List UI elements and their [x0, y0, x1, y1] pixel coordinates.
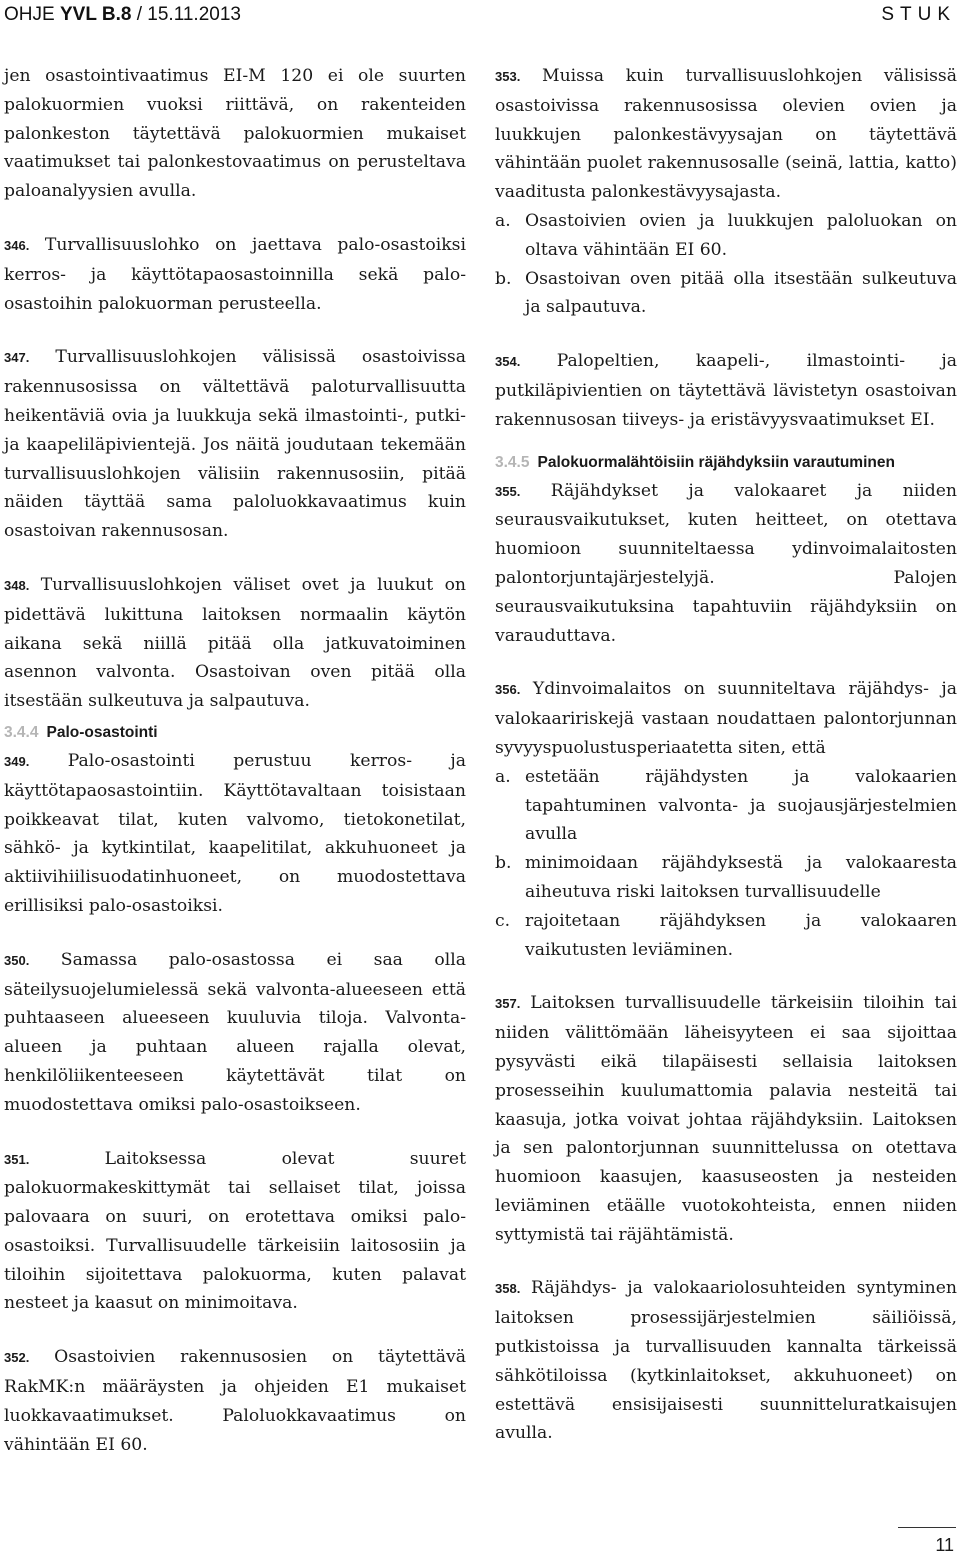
footer-rule [898, 1527, 956, 1528]
list-marker: a. [495, 210, 511, 231]
paragraph-355 [495, 477, 957, 651]
doc-date: / 15.11.2013 [136, 4, 241, 25]
intro-paragraph: jen osastointivaatimus EI-M 120 ei ole suurten palokuormien vuoksi riittävä, on rakenteiden palonkeston täytettävä palokuormien mukaiset vaatimukset tai palonkestovaatimus on perusteltava paloanalyysien avulla. [4, 66, 466, 202]
section-heading-3-4-4 [4, 719, 466, 747]
paragraph-number: 356. [495, 682, 521, 698]
paragraph-358 [495, 1274, 957, 1448]
paragraph-text: Räjähdys- ja valokaariolosuhteiden syntyminen laitoksen prosessijärjestelmien säiliöissä, putkistoissa ja turvallisuuden kannalta tärkeissä sähkötiloissa (kytkinlaitokset, akkuhuoneet) on estettävä ensisijaisesti suunnitteluratkaisujen avulla. [495, 1278, 957, 1444]
section-heading-3-4-5 [495, 449, 957, 477]
paragraph-text: Palopeltien, kaapeli-, ilmastointi- ja putkiläpivientien on täytettävä lävistetyn osastoivan rakennusosan tiiveys- ja eristävyysvaatimukset EI. [495, 351, 958, 430]
list-item [495, 849, 957, 907]
paragraph-number: 348. [4, 577, 30, 593]
paragraph-number: 349. [4, 753, 30, 769]
paragraph-number: 350. [4, 952, 30, 968]
paragraph-number: 347. [4, 350, 30, 366]
list-item-text: estetään räjähdysten ja valokaarien tapahtuminen valvonta- ja suojausjärjestelmien avulla [525, 766, 957, 845]
paragraph-number: 353. [495, 69, 521, 84]
paragraph-352 [4, 1343, 466, 1459]
list-marker: a. [495, 766, 511, 787]
paragraph-text: Laitoksen turvallisuudelle tärkeisiin tiloihin tai niiden välittömään läheisyyteen ei saa sijoittaa pysyvästi eikä tilapäisesti sellaisia laitoksen prosesseihin kuulumattomia palavia nesteitä tai kaasuja, jotka voivat johtaa räjähdyksiin. Laitoksen ja sen palontorjunnan suunnittelussa on otettava huomioon kaasujen, kaasuseosten ja nesteiden leviäminen etäälle vuotokohteista, ennen niiden syttymistä tai räjähtämistä. [495, 993, 957, 1245]
paragraph-text: Turvallisuuslohko on jaettava palo-osastoiksi kerros- ja käyttötapaosastoinnilla sekä palo-osastoihin palokuorman perusteella. [4, 234, 466, 314]
paragraph-text: Turvallisuuslohkojen väliset ovet ja luukut on pidettävä lukittuna laitoksen normaalin käytön aikana sekä niillä pitää olla jatkuvatoiminen asennon valvonta. Osastoivan oven pitää olla itsestään sulkeutuva ja salpautuva. [4, 574, 466, 712]
paragraph-349 [4, 747, 466, 921]
paragraph-text: Ydinvoimalaitos on suunniteltava räjähdys- ja valokaaririskejä vastaan noudattaen palontorjunnan syvyyspuolustusperiaatetta siten, että [495, 679, 957, 758]
document-id [4, 0, 241, 30]
page-header [4, 0, 956, 34]
page-number: 11 [935, 1535, 954, 1555]
paragraph-354 [495, 347, 957, 434]
paragraph-number: 346. [4, 237, 30, 253]
paragraph-text: Räjähdykset ja valokaaret ja niiden seurausvaikutukset, kuten heitteet, on otettava huomioon suunniteltaessa ydinvoimalaitosten palontorjuntajärjestelyjä. Palojen seurausvaikutuksina tapahtuviin räjähdyksiin on varauduttava. [495, 480, 958, 646]
paragraph-text: Osastoivien rakennusosien on täytettävä RakMK:n määräysten ja ohjeiden E1 mukaiset luokkavaatimukset. Paloluokkavaatimus on vähintään EI 60. [4, 1347, 467, 1455]
paragraph-text: Samassa palo-osastossa ei saa olla säteilysuojelumielessä sekä valvonta-alueeseen että puhtaaseen alueeseen kuuluvia tiloja. Valvonta-alueen ja puhtaan alueen rajalla olevat, henkilöliikenteeseen käytettävät tilat on muodostettava omiksi palo-osastoikseen. [4, 949, 466, 1115]
paragraph-356 [495, 675, 957, 762]
paragraph-text: Palo-osastointi perustuu kerros- ja käyttötapaosastointiin. Käyttötavaltaan toisistaan poikkeavat tilat, kuten valvomo, tietokonetilat, sähkö- ja kytkintilat, kaapelitilat, akkuhuoneet ja aktiivihiilisuodatinhuoneet, on muodostettava erillisiksi palo-osastoiksi. [4, 750, 466, 916]
list-marker: b. [495, 853, 512, 874]
paragraph-text: Turvallisuuslohkojen välisissä osastoivissa rakennusosissa on vältettävä paloturvallisuutta heikentäviä ovia ja luukkuja sekä ilmastointi-, putki- ja kaapeliläpivientejä. Jos näitä joudutaan tekemään turvallisuuslohkojen välisiin rakennusosiin, pitää näiden täyttää sama paloluokkavaatimus kuin osastoivan rakennusosan. [4, 347, 466, 542]
left-column [4, 62, 466, 1484]
list-item [495, 907, 957, 965]
paragraph-text: Laitoksessa olevat suuret palokuormakeskittymät tai sellaiset tilat, joissa palovaara on suuri, on erotettava omiksi palo-osastoiksi. Turvallisuudelle tärkeisiin laitososiin ja tiloihin sijoitettava palokuorma, kuten palavat nesteet ja kaasut on minimoitava. [4, 1148, 466, 1314]
paragraph-350 [4, 946, 466, 1120]
list-marker: b. [495, 268, 512, 289]
paragraph-number: 357. [495, 996, 521, 1012]
list-353 [495, 207, 957, 322]
paragraph-number: 355. [495, 483, 521, 499]
paragraph-348 [4, 571, 466, 716]
doc-name: YVL B.8 [59, 4, 132, 25]
list-item [495, 207, 957, 265]
paragraph-346 [4, 231, 466, 318]
section-number: 3.4.5 [495, 453, 530, 471]
paragraph-number: 354. [495, 354, 521, 370]
paragraph-number: 358. [495, 1281, 521, 1297]
paragraph-353 [495, 62, 957, 207]
section-number: 3.4.4 [4, 723, 39, 741]
doc-prefix: OHJE [4, 4, 55, 25]
list-item [495, 265, 957, 323]
list-item-text: rajoitetaan räjähdyksen ja valokaaren vaikutusten leviäminen. [525, 910, 957, 960]
section-title: Palo-osastointi [46, 723, 158, 741]
list-marker: c. [495, 910, 511, 931]
list-item-text: minimoidaan räjähdyksestä ja valokaaresta aiheutuva riski laitoksen turvallisuudelle [525, 853, 957, 902]
paragraph-number: 351. [4, 1151, 30, 1167]
paragraph-347 [4, 343, 466, 546]
list-item-text: Osastoivan oven pitää olla itsestään sulkeutuva ja salpautuva. [525, 268, 957, 318]
list-item-text: Osastoivien ovien ja luukkujen paloluokan on oltava vähintään EI 60. [525, 210, 957, 260]
list-356 [495, 763, 957, 965]
organization-name: STUK [881, 4, 956, 25]
right-column [495, 62, 957, 1473]
paragraph-351 [4, 1145, 466, 1319]
list-item [495, 763, 957, 849]
paragraph-text: Muissa kuin turvallisuuslohkojen välisissä osastoivissa rakennusosissa olevien ovien ja luukkujen palonkestävyysajan on täytettävä vähintään puolet rakennusosalle (seinä, lattia, katto) vaaditusta palonkestävyysajasta. [495, 66, 957, 203]
paragraph-357 [495, 989, 957, 1249]
section-title: Palokuormalähtöisiin räjähdyksiin varautuminen [537, 453, 895, 471]
paragraph-number: 352. [4, 1350, 30, 1366]
